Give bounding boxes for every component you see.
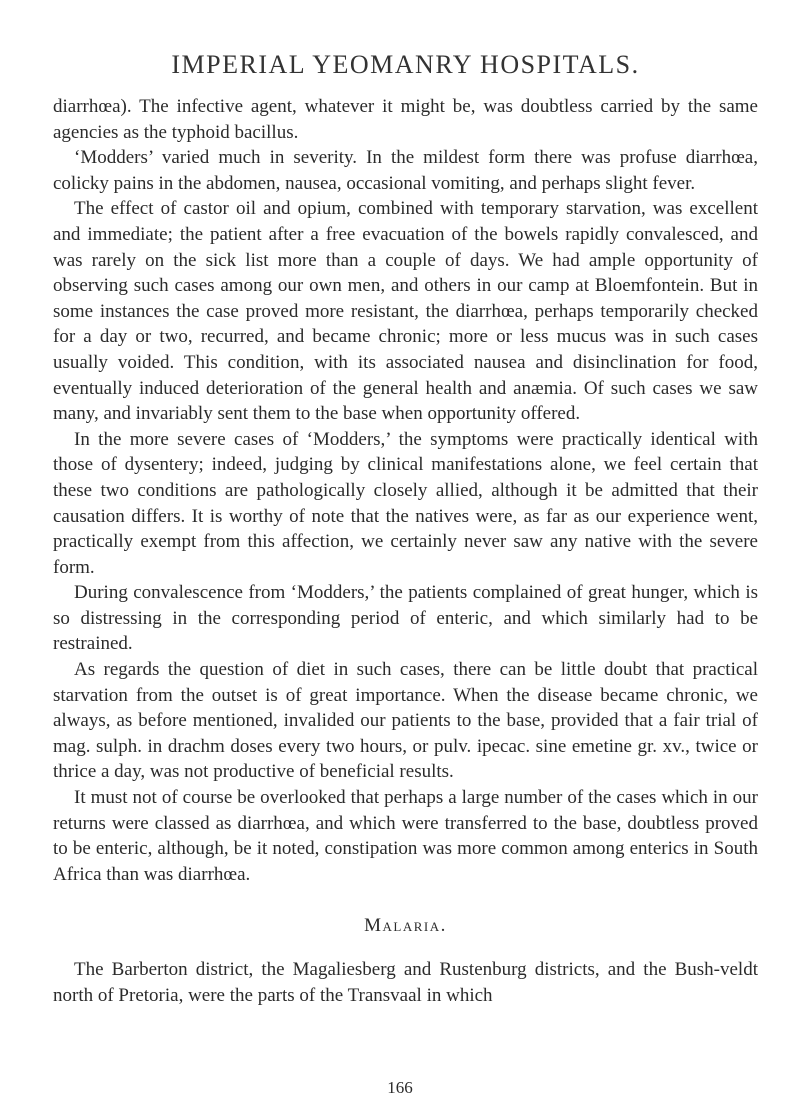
body-text bbox=[53, 94, 758, 1009]
paragraph: As regards the question of diet in such cases, there can be little doubt that practical starvation from the outset is of great importance. When the disease became chronic, we always, as before mentioned, invalided our patients to the base, provided that a fair trial of mag. sulph. in drachm doses every two hours, or pulv. ipecac. sine emetine gr. xv., twice or thrice a day, was not productive of beneficial results. bbox=[53, 659, 758, 783]
paragraph: The effect of castor oil and opium, combined with temporary starvation, was excellent and immediate; the patient after a free evacuation of the bowels rapidly convalesced, and was rarely on the sick list more than a couple of days. We had ample opportunity of observing such cases among our own men, and others in our camp at Bloemfontein. But in some instances the case proved more resistant, the diarrhœa, perhaps temporarily checked for a day or two, recurred, and became chronic; more or less mucus was in such cases usually voided. This condition, with its associated nausea and disinclination for food, eventually induced deterioration of the general health and anæmia. Of such cases we saw many, and invariably sent them to the base when opportunity offered. bbox=[53, 198, 758, 425]
paragraph: diarrhœa). The infective agent, whatever it might be, was doubtless carried by the same agencies as the typhoid bacillus. bbox=[53, 96, 758, 143]
paragraph: In the more severe cases of ‘Modders,’ the symptoms were practically identical with those of dysentery; indeed, judging by clinical manifestations alone, we feel certain that these two conditions are pathologically closely allied, although it be admitted that their causation differs. It is worthy of note that the natives were, as far as our experience went, practically exempt from this affection, we certainly never saw any native with the severe form. bbox=[53, 428, 758, 578]
paragraph: ‘Modders’ varied much in severity. In the mildest form there was profuse diarrhœa, colicky pains in the abdomen, nausea, occasional vomiting, and perhaps slight fever. bbox=[53, 147, 758, 194]
running-head: IMPERIAL YEOMANRY HOSPITALS. bbox=[171, 50, 640, 79]
paragraph: During convalescence from ‘Modders,’ the patients complained of great hunger, which is so distressing in the corresponding period of enteric, and which similarly had to be restrained. bbox=[53, 582, 758, 655]
paragraph: The Barberton district, the Magaliesberg and Rustenburg districts, and the Bush-veldt north of Pretoria, were the parts of the Transvaal in which bbox=[53, 959, 758, 1006]
section-heading: Malaria. bbox=[364, 915, 447, 937]
book-page bbox=[53, 50, 758, 1009]
paragraph: It must not of course be overlooked that perhaps a large number of the cases which in our returns were classed as diarrhœa, and which were transferred to the base, doubtless proved to be enteric, although, be it noted, constipation was more common among enterics in South Africa than was diarrhœa. bbox=[53, 787, 758, 885]
page-number: 166 bbox=[387, 1078, 413, 1097]
